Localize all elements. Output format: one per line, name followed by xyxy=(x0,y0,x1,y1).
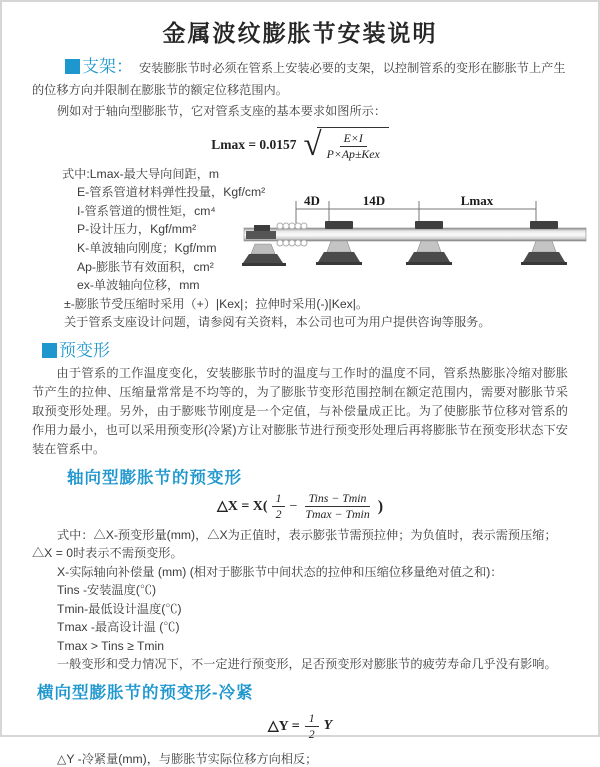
lateral-formula-lhs: △Y = xyxy=(267,718,300,734)
lmax-formula-lhs: Lmax = 0.0157 xyxy=(211,136,297,152)
temp-denominator: Tmax − Tmin xyxy=(305,507,370,522)
axial-subsection-title: 轴向型膨胀节的预变形 xyxy=(67,469,242,487)
guide-support-icon xyxy=(521,221,567,265)
note-line: 式中：△X-预变形量(mm)，△X为正值时，表示膨张节需预拉伸；为负值时，表示需预压缩；△X = 0时表示不需预变形。 xyxy=(32,527,557,561)
support-example-line: 例如对于轴向型膨胀节，它对管系支座的基本要求如图所示： xyxy=(57,104,387,118)
support-section-paragraph xyxy=(32,56,572,101)
guide-support-icon xyxy=(316,221,362,265)
pipe-support-diagram xyxy=(242,192,594,288)
one-half-fraction xyxy=(272,491,286,523)
definition-line: 关于管系支座设计问题，请参阅有关资料，本公司也可为用户提供咨询等服务。 xyxy=(64,315,491,330)
lateral-formula-rhs: Y xyxy=(323,718,333,734)
definition-line: I-管系管道的惯性矩，cm⁴ xyxy=(77,203,216,218)
definition-line: 式中:Lmax-最大导向间距，m xyxy=(62,166,220,181)
temperature-fraction xyxy=(301,491,373,523)
axial-formula-rhs: ) xyxy=(377,497,384,515)
lmax-formula xyxy=(2,127,598,163)
definition-line: ±-膨胀节受压缩时采用（+）|Kex|；拉伸时采用(-)|Kex|。 xyxy=(64,296,369,311)
section-marker-icon xyxy=(42,343,57,358)
doc-title: 金属波纹膨胀节安装说明 xyxy=(162,20,438,46)
pipe xyxy=(244,228,586,241)
dim-label-lmax: Lmax xyxy=(460,193,494,208)
definition-line: P-设计压力，Kgf/mm² xyxy=(77,222,197,237)
sqrt-radical xyxy=(304,127,389,163)
lateral-subsection-title: 横向型膨胀节的预变形-冷紧 xyxy=(37,683,254,702)
cold-spring-note: △Y -冷紧量(mm)，与膨胀节实际位移方向相反； xyxy=(57,752,318,767)
dim-label-14d: 14D xyxy=(362,193,386,208)
pipe-support-diagram-svg xyxy=(242,192,592,287)
definition-line: K-单波轴向刚度；Kgf/mm xyxy=(77,241,217,256)
note-line: 一般变形和受力情况下，不一定进行预变形，足否预变形对膨胀节的疲劳寿命几乎没有影响。 xyxy=(57,657,557,672)
preform-paragraph: 由于管系的工作温度变化，安装膨胀节时的温度与工作时的温度不同，管系热膨胀冷缩对膨胀节产生的拉伸、压缩量常常是不均等的，为了膨胀节变形范围控制在额定范围内，需要对膨胀节采取预变形处理。另外，由于膨账节刚度是一个定值，与补偿量成正比。为了使膨胀节位移对管系的作用力最小，也可以采用预变形(冷紧)方让对膨胀节进行预变形处理后再将膨胀节在预变形状态下安装在管系中。 xyxy=(32,366,568,456)
support-section-heading: 支架： xyxy=(82,57,133,76)
lmax-formula-numerator: E×I xyxy=(340,131,367,147)
note-line: X-实际轴向补偿量 (mm) (相对于膨胀节中间状态的拉伸和压缩位移量绝对值之和)： xyxy=(57,564,503,579)
preform-section-heading: 预变形 xyxy=(59,341,110,360)
half-numerator: 1 xyxy=(272,491,286,507)
note-line: Tins -安装温度(℃) xyxy=(57,583,157,598)
support-section-body: 安装膨胀节时必须在管系上安装必要的支架，以控制管系的变形在膨胀节上产生的位移方向并限制在膨胀节的额定位移范围内。 xyxy=(32,61,566,97)
definition-line: ex-单波轴向位移，mm xyxy=(77,278,200,293)
section-marker-icon xyxy=(65,59,80,74)
preform-section-header xyxy=(42,336,598,361)
definition-line: E-管系管道材料弹性投量，Kgf/cm² xyxy=(77,185,266,200)
cold-spring-formula xyxy=(2,711,598,743)
half-denominator: 2 xyxy=(308,726,315,741)
note-line: Tmin-最低设计温度(℃) xyxy=(57,601,182,616)
axial-formula-lhs: △X = X( xyxy=(216,499,268,515)
note-line: Tmax > Tins ≥ Tmin xyxy=(57,638,165,653)
definition-line: Ap-膨胀节有效面积，cm² xyxy=(77,259,214,274)
guide-support-icon xyxy=(406,221,452,265)
axial-preset-formula xyxy=(2,491,598,523)
half-denominator: 2 xyxy=(275,507,282,522)
temp-numerator: Tins − Tmin xyxy=(305,491,371,507)
one-half-fraction xyxy=(305,711,319,743)
note-line: Tmax -最高设计温 (℃) xyxy=(57,620,180,635)
half-numerator: 1 xyxy=(305,711,319,727)
axial-notes-list xyxy=(32,526,568,674)
minus-sign: − xyxy=(289,498,298,514)
dim-label-4d: 4D xyxy=(304,193,320,208)
radical-sign-icon: √ xyxy=(303,126,322,163)
lmax-formula-denominator: P×Ap±Kex xyxy=(326,147,380,162)
